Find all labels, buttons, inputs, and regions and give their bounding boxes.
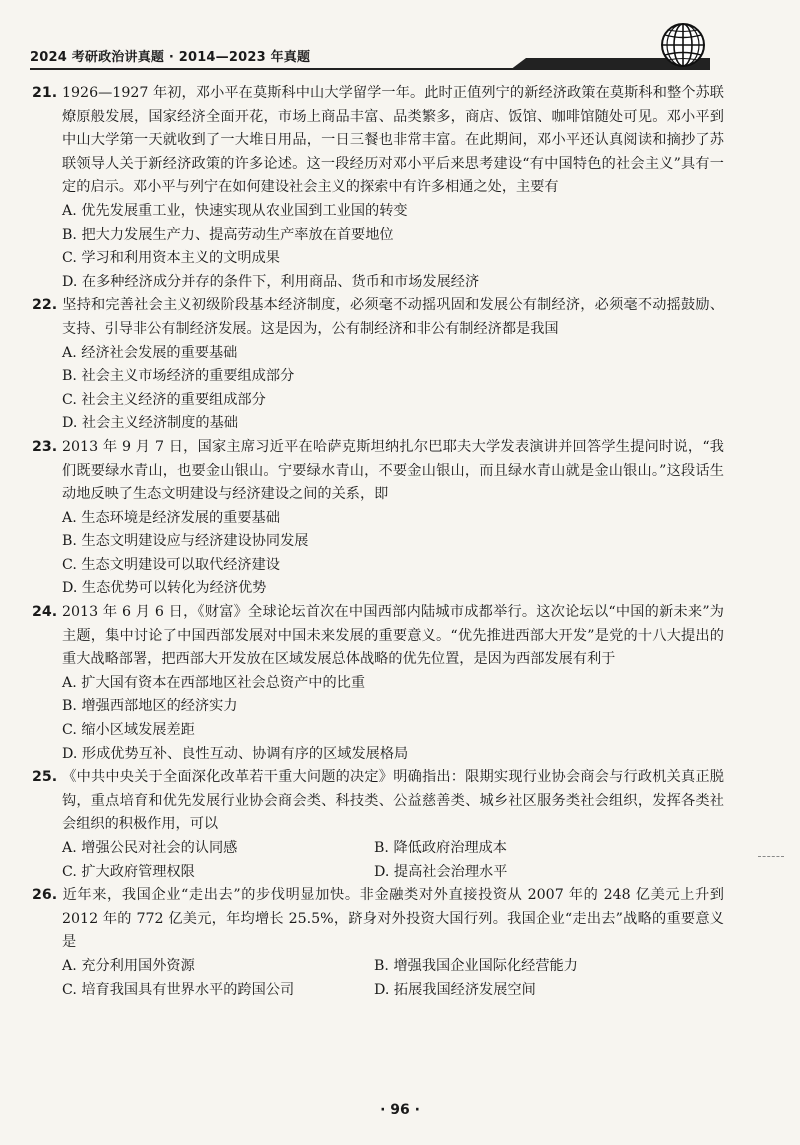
option-a: A. 增强公民对社会的认同感 <box>62 840 238 856</box>
option-b: B. 降低政府治理成本 <box>374 840 507 856</box>
option-b: B. 增强西部地区的经济实力 <box>62 698 238 715</box>
option-c: C. 扩大政府管理权限 <box>62 863 195 880</box>
globe-icon <box>660 22 706 68</box>
header-title: 2024 考研政治讲真题 · 2014—2023 年真题 <box>30 50 311 65</box>
option-d: D. 社会主义经济制度的基础 <box>62 415 238 432</box>
option-c: C. 学习和利用资本主义的文明成果 <box>62 250 280 267</box>
question-number: 26. <box>32 887 58 904</box>
question-list <box>32 82 724 1002</box>
option-d: D. 在多种经济成分并存的条件下，利用商品、货币和市场发展经济 <box>62 273 480 290</box>
scan-mark <box>758 856 784 860</box>
question-stem <box>32 884 724 955</box>
option-c: C. 缩小区域发展差距 <box>62 722 195 739</box>
question-text: 坚持和完善社会主义初级阶段基本经济制度，必须毫不动摇巩固和发展公有制经济，必须毫不动摇鼓励、支持、引导非公有制经济发展。这是因为，公有制经济和非公有制经济都是我国 <box>62 297 724 337</box>
question-number: 21. <box>32 85 58 101</box>
option-a: A. 充分利用国外资源 <box>62 957 195 974</box>
option-c: C. 社会主义经济的重要组成部分 <box>62 391 266 408</box>
option-b: B. 把大力发展生产力、提高劳动生产率放在首要地位 <box>62 226 394 243</box>
question-number: 25. <box>32 769 58 786</box>
question-23 <box>32 436 724 601</box>
option-list <box>32 342 724 436</box>
question-stem <box>32 436 724 507</box>
question-number: 23. <box>32 438 58 455</box>
question-stem <box>32 601 724 672</box>
option-b: B. 生态文明建设应与经济建设协同发展 <box>62 533 309 550</box>
question-text: 2013 年 6 月 6 日，《财富》全球论坛首次在中国西部内陆城市成都举行。这次论坛以“中国的新未来”为主题，集中讨论了中国西部发展对中国未来发展的重要意义。“优先推进西部大开发”是党的十八大提出的重大战略部署，把西部大开发放在区域发展总体战略的优先位置，是因为西部发展有利于 <box>62 604 724 668</box>
option-d: D. 提高社会治理水平 <box>374 863 508 880</box>
question-26 <box>32 884 724 1002</box>
question-stem <box>32 294 724 341</box>
question-text: 近年来，我国企业“走出去”的步伐明显加快。非金融类对外直接投资从 2007 年的 248 亿美元上升到 2012 年的 772 亿美元，年均增长 25.5%，跻身对外投资大国行列。我国企业“走出去”战略的重要意义是 <box>62 887 724 951</box>
question-25 <box>32 766 724 884</box>
page-header <box>30 30 720 70</box>
question-number: 22. <box>32 297 58 314</box>
question-stem <box>32 82 724 200</box>
option-b: B. 增强我国企业国际化经营能力 <box>374 957 578 974</box>
option-d: D. 生态优势可以转化为经济优势 <box>62 580 267 597</box>
option-list <box>32 672 724 766</box>
option-c: C. 生态文明建设可以取代经济建设 <box>62 556 280 573</box>
option-list <box>32 837 724 884</box>
question-text: 2013 年 9 月 7 日，国家主席习近平在哈萨克斯坦纳扎尔巴耶夫大学发表演讲并回答学生提问时说，“我们既要绿水青山，也要金山银山。宁要绿水青山，不要金山银山，而且绿水青山就是金山银山。”这段话生动地反映了生态文明建设与经济建设之间的关系，即 <box>62 438 724 503</box>
option-list <box>32 955 724 1002</box>
header-rule <box>30 68 706 70</box>
page-number: · 96 · <box>380 1102 420 1118</box>
question-text: 《中共中央关于全面深化改革若干重大问题的决定》明确指出：限期实现行业协会商会与行政机关真正脱钩，重点培育和优先发展行业协会商会类、科技类、公益慈善类、城乡社区服务类社会组织，发挥各类社会组织的积极作用，可以 <box>62 769 724 833</box>
option-list <box>32 507 724 601</box>
question-number: 24. <box>32 604 58 621</box>
question-22 <box>32 294 724 436</box>
option-d: D. 拓展我国经济发展空间 <box>374 981 536 998</box>
option-a: A. 扩大国有资本在西部地区社会总资产中的比重 <box>62 674 366 691</box>
option-d: D. 形成优势互补、良性互动、协调有序的区域发展格局 <box>62 745 409 762</box>
option-a: A. 优先发展重工业，快速实现从农业国到工业国的转变 <box>62 202 408 219</box>
question-24 <box>32 601 724 766</box>
option-list <box>32 200 724 294</box>
question-text: 1926—1927 年初，邓小平在莫斯科中山大学留学一年。此时正值列宁的新经济政策在莫斯科和整个苏联燎原般发展，国家经济全面开花，市场上商品丰富、品类繁多，商店、饭馆、咖啡馆随处可见。邓小平到中山大学第一天就收到了一大堆日用品，一日三餐也非常丰富。在此期间，邓小平还认真阅读和摘抄了苏联领导人关于新经济政策的许多论述。这一段经历对邓小平后来思考建设“有中国特色的社会主义”具有一定的启示。邓小平与列宁在如何建设社会主义的探索中有许多相通之处，主要有 <box>62 85 724 196</box>
option-a: A. 生态环境是经济发展的重要基础 <box>62 509 280 526</box>
question-21 <box>32 82 724 294</box>
option-b: B. 社会主义市场经济的重要组成部分 <box>62 368 295 385</box>
option-a: A. 经济社会发展的重要基础 <box>62 344 238 361</box>
question-stem <box>32 766 724 837</box>
option-c: C. 培育我国具有世界水平的跨国公司 <box>62 981 295 998</box>
